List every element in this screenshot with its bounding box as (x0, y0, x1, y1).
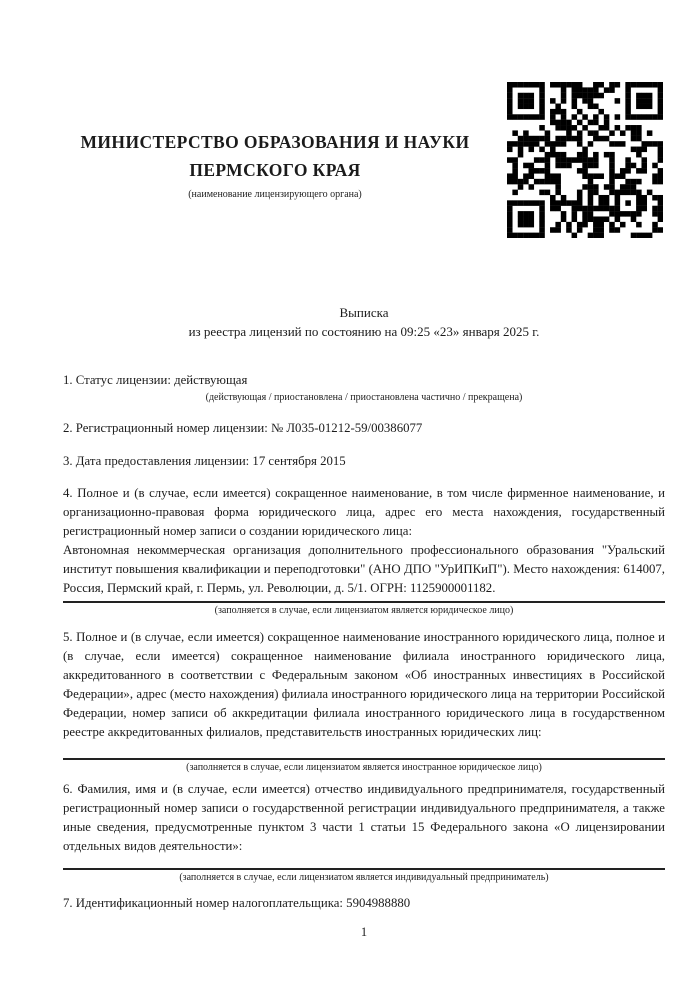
field-foreign-entity (63, 628, 665, 774)
field-legal-entity (63, 484, 665, 617)
field-license-status (63, 371, 665, 404)
qr-code-icon (507, 82, 663, 238)
foreign-entity-label: 5. Полное и (в случае, если имеется) сокращенное наименование иностранного юридического лица, полное и (в случае, если имеется) сокращенное наименование филиала иностранного юридического лица, аккредитованного в соответствии с Федеральным законом «Об иностранных инвестициях в Российской Федерации», адрес (место нахождения) филиала иностранного юридического лица на территории Российской Федерации, номер записи об аккредитации филиала иностранного юридического лица в государственном реестре аккредитованных филиалов, представительств иностранных юридических лиц: (63, 630, 665, 739)
field-registration-number (63, 419, 665, 438)
authority-caption: (наименование лицензирующего органа) (188, 189, 362, 200)
document-title-line2: из реестра лицензий по состоянию на 09:25 «23» января 2025 г. (188, 324, 540, 339)
entrepreneur-caption: (заполняется в случае, если лицензиатом является индивидуальный предприниматель) (179, 872, 549, 883)
license-status-caption: (действующая / приостановлена / приостановлена частично / прекращена) (205, 392, 523, 403)
fill-line (63, 868, 665, 870)
license-status-text: 1. Статус лицензии: действующая (63, 373, 248, 387)
legal-entity-caption: (заполняется в случае, если лицензиатом является юридическое лицо) (214, 605, 514, 616)
entrepreneur-label: 6. Фамилия, имя и (в случае, если имеется) отчество индивидуального предпринимателя, государственный регистрационный номер записи о государственной регистрации индивидуального предпринимателя, а также иные сведения, предусмотренные пунктом 3 части 1 статьи 15 Федерального закона «О лицензировании отдельных видов деятельности»: (63, 782, 665, 853)
authority-name-line1: МИНИСТЕРСТВО ОБРАЗОВАНИЯ И НАУКИ (80, 132, 470, 152)
licensing-authority-name (63, 128, 487, 184)
fill-line (63, 601, 665, 603)
page-number: 1 (360, 925, 368, 939)
field-grant-date (63, 452, 665, 471)
grant-date-text: 3. Дата предоставления лицензии: 17 сентября 2015 (63, 454, 346, 468)
field-taxpayer-number (63, 894, 665, 913)
field-entrepreneur (63, 780, 665, 884)
document-title (63, 303, 665, 341)
foreign-entity-caption: (заполняется в случае, если лицензиатом является иностранное юридическое лицо) (186, 762, 542, 773)
licensing-authority-header (63, 128, 487, 200)
document-title-line1: Выписка (339, 305, 389, 320)
authority-name-line2: ПЕРМСКОГО КРАЯ (189, 160, 361, 180)
legal-entity-label: 4. Полное и (в случае, если имеется) сокращенное наименование, в том числе фирменное наименование, и организационно-правовая форма юридического лица, адрес его места нахождения, государственный регистрационный номер записи о создании юридического лица: (63, 486, 665, 538)
fill-line (63, 758, 665, 760)
taxpayer-number-text: 7. Идентификационный номер налогоплательщика: 5904988880 (63, 896, 411, 910)
registration-number-text: 2. Регистрационный номер лицензии: № Л035-01212-59/00386077 (63, 421, 423, 435)
legal-entity-value: Автономная некоммерческая организация дополнительного профессионального образования "Уральский институт повышения квалификации и переподготовки" (АНО ДПО "УрИПКиП"). Место нахождения: 614007, Россия, Пермский край, г. Пермь, ул. Революции, д. 5/1. ОГРН: 1125900001182. (63, 543, 665, 595)
